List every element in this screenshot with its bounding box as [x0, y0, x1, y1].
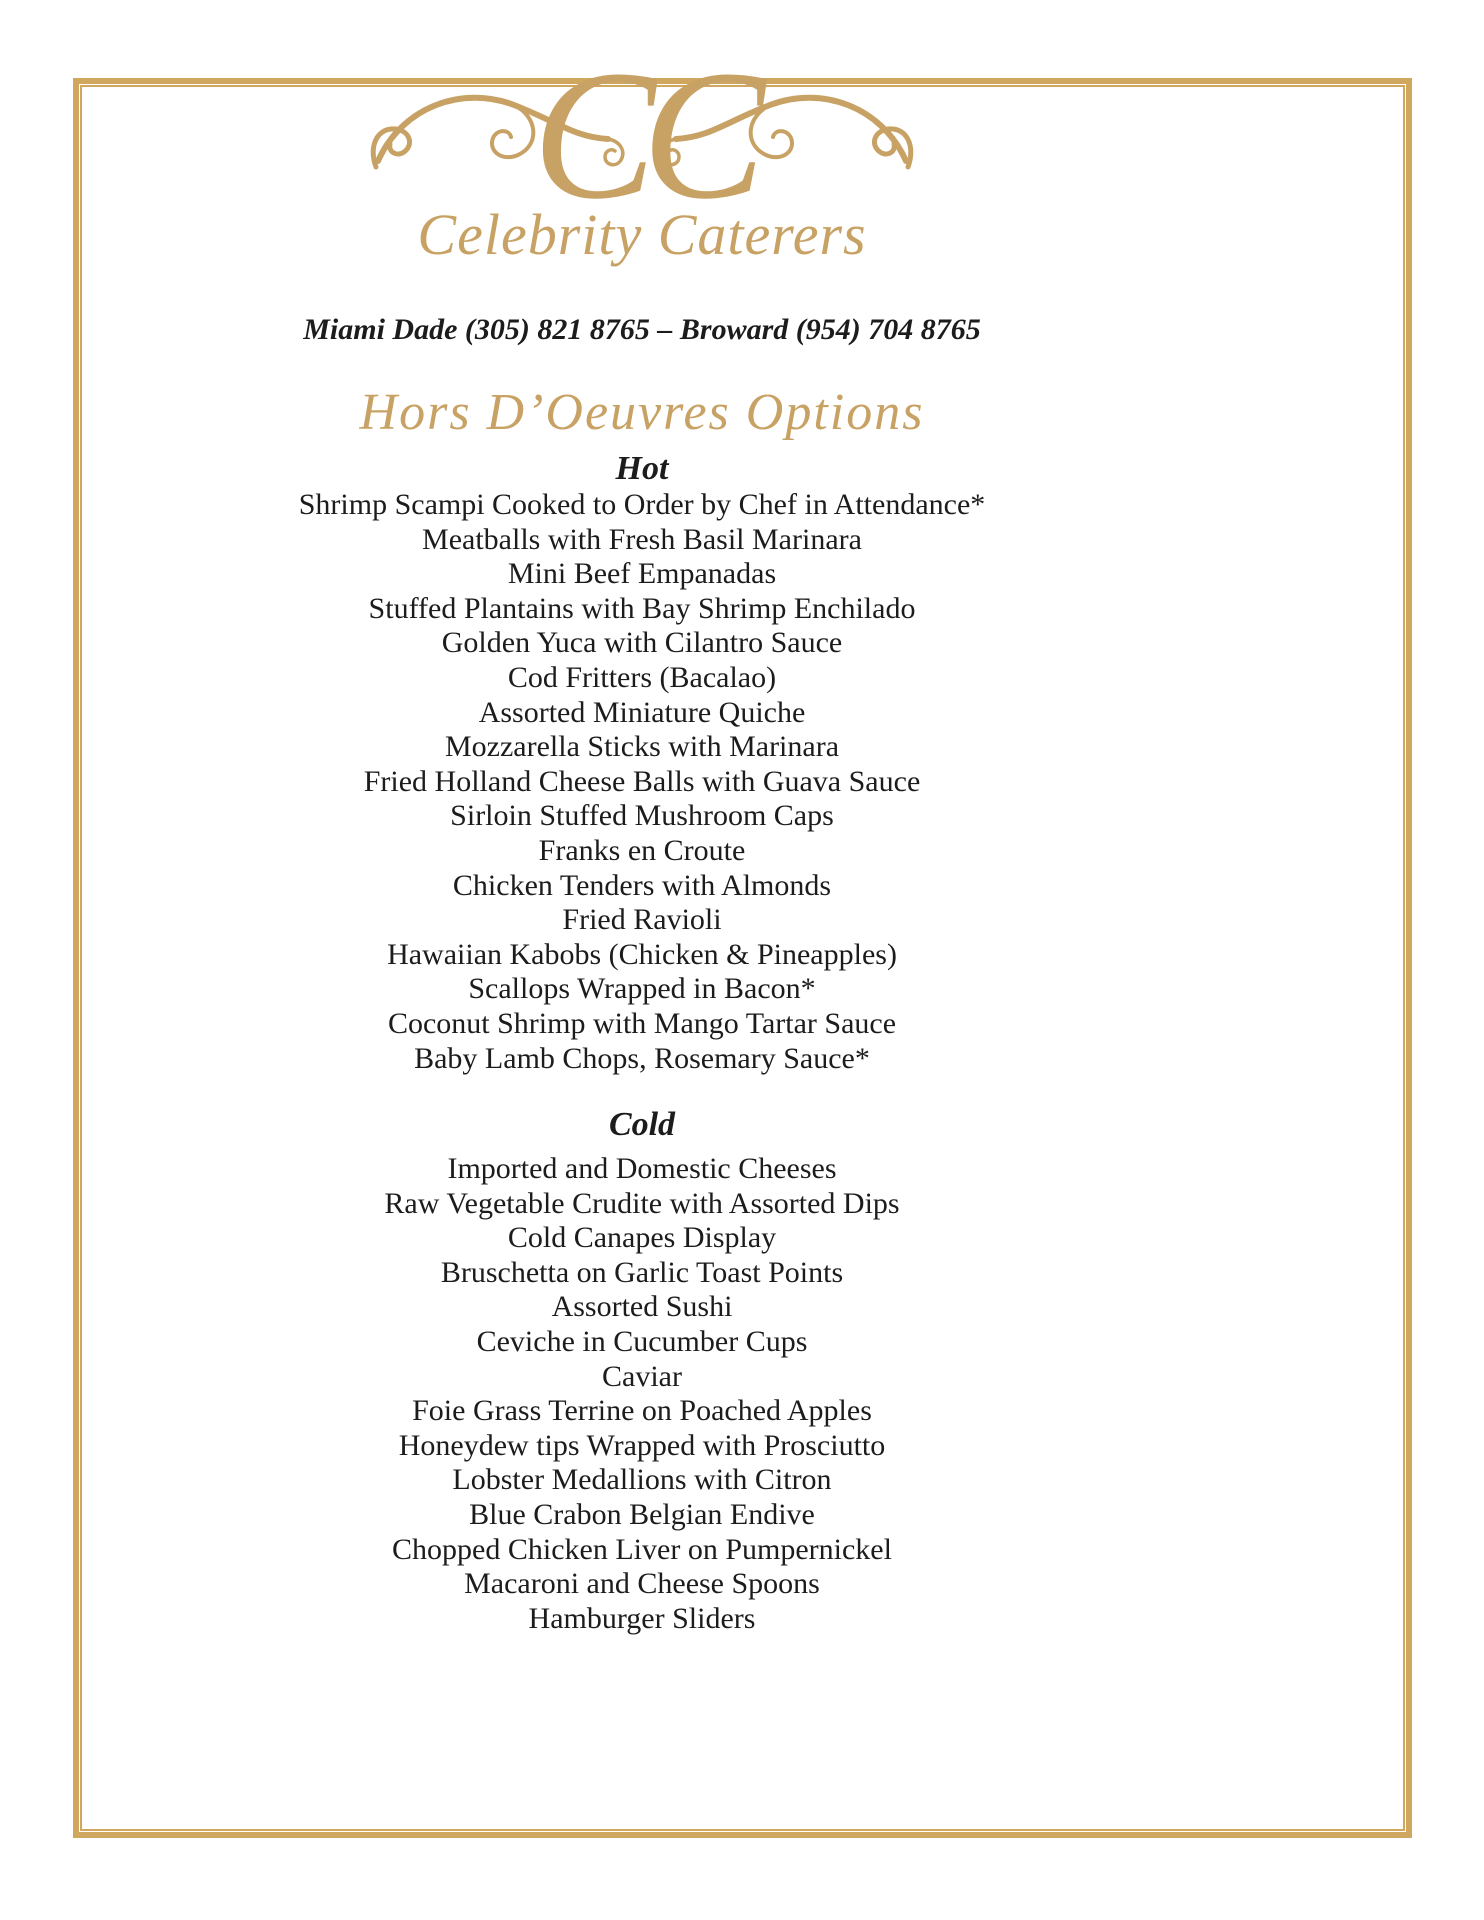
section-cold [8, 1106, 1276, 1636]
menu-item: Sirloin Stuffed Mushroom Caps [450, 799, 834, 833]
menu-item: Mini Beef Empanadas [507, 557, 777, 591]
menu-item: Bruschetta on Garlic Toast Points [440, 1255, 844, 1289]
cc-monogram-graphic [362, 55, 922, 205]
menu-item: Scallops Wrapped in Bacon* [468, 972, 816, 1006]
menu-item: Coconut Shrimp with Mango Tartar Sauce [387, 1006, 897, 1040]
section-hot [8, 450, 1276, 1076]
brand-logo [362, 55, 922, 205]
contact-phone-line: Miami Dade (305) 821 8765 – Broward (954) 704 8765 [303, 313, 981, 346]
menu-item: Imported and Domestic Cheeses [447, 1152, 837, 1186]
section-cold-label: Cold [608, 1106, 676, 1144]
menu-item: Ceviche in Cucumber Cups [476, 1325, 808, 1359]
menu-item: Chicken Tenders with Almonds [452, 868, 832, 902]
cc-monogram-text: CC [532, 55, 752, 205]
menu-document [8, 0, 1276, 1636]
hot-item-list [8, 488, 1276, 1076]
menu-item: Fried Holland Cheese Balls with Guava Sauce [363, 764, 921, 798]
menu-item: Golden Yuca with Cilantro Sauce [441, 626, 843, 660]
menu-item: Shrimp Scampi Cooked to Order by Chef in Attendance* [298, 488, 986, 521]
menu-item: Assorted Sushi [551, 1290, 733, 1324]
menu-item: Stuffed Plantains with Bay Shrimp Enchilado [368, 591, 916, 625]
menu-item: Caviar [602, 1359, 682, 1393]
menu-item: Honeydew tips Wrapped with Prosciutto [398, 1428, 886, 1462]
menu-item: Cod Fritters (Bacalao) [507, 660, 777, 694]
menu-item: Chopped Chicken Liver on Pumpernickel [392, 1532, 892, 1566]
menu-item: Foie Grass Terrine on Poached Apples [412, 1394, 872, 1428]
menu-item: Baby Lamb Chops, Rosemary Sauce* [414, 1041, 870, 1075]
cold-item-list [8, 1152, 1276, 1636]
menu-title: Hors D’Oeuvres Options [359, 384, 925, 441]
menu-item: Macaroni and Cheese Spoons [464, 1567, 820, 1601]
menu-item: Cold Canapes Display [507, 1221, 777, 1255]
menu-item: Assorted Miniature Quiche [478, 695, 806, 729]
menu-item: Meatballs with Fresh Basil Marinara [422, 522, 862, 556]
menu-item: Raw Vegetable Crudite with Assorted Dips [384, 1186, 900, 1220]
menu-item: Hamburger Sliders [528, 1601, 756, 1635]
menu-item: Blue Crabon Belgian Endive [469, 1498, 815, 1532]
menu-item: Mozzarella Sticks with Marinara [444, 730, 840, 764]
brand-name: Celebrity Caterers [417, 202, 867, 267]
menu-item: Fried Ravioli [562, 903, 722, 937]
menu-item: Lobster Medallions with Citron [452, 1463, 832, 1497]
section-hot-label: Hot [615, 450, 669, 487]
menu-item: Hawaiian Kabobs (Chicken & Pineapples) [387, 937, 897, 971]
menu-item: Franks en Croute [538, 833, 746, 867]
